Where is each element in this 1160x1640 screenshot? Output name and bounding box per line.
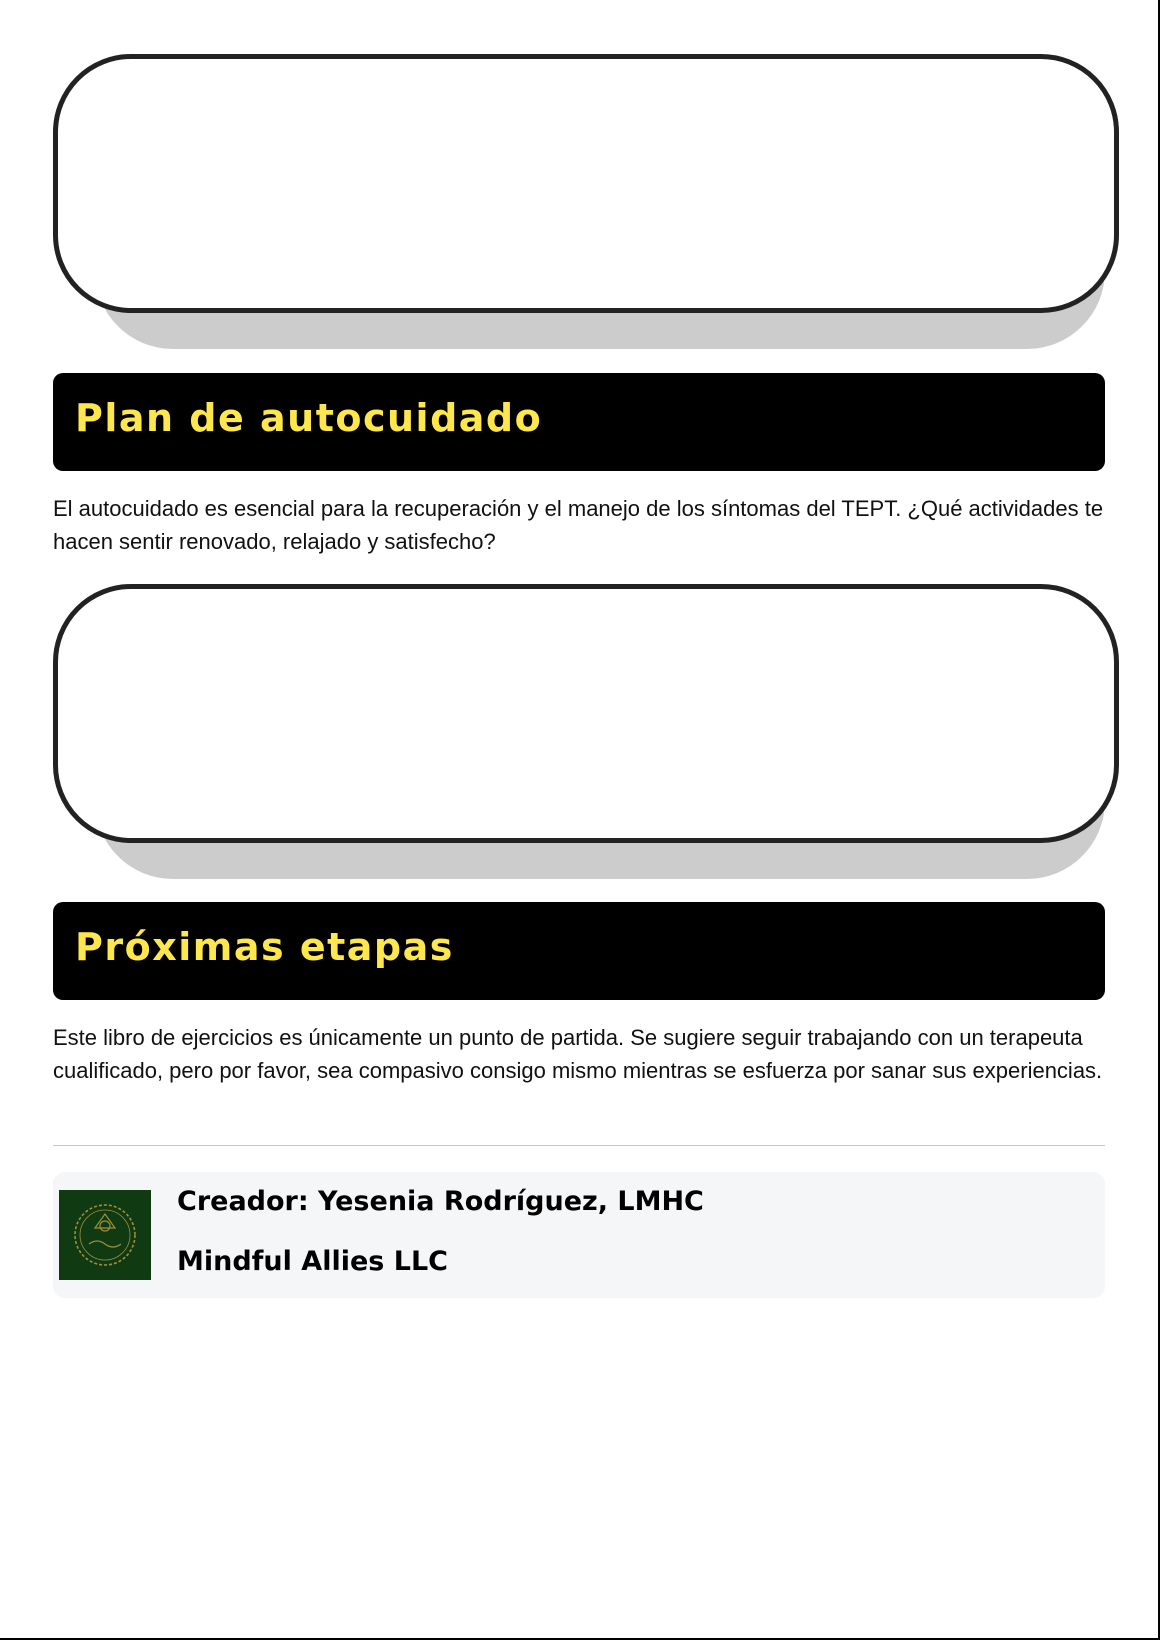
answer-field-previous[interactable]: [53, 54, 1119, 313]
section-title-next-steps: Próximas etapas: [75, 925, 454, 969]
creator-card: [53, 1172, 1105, 1298]
answer-box-self-care: [53, 584, 1072, 843]
section-header-next-steps: [53, 902, 1105, 1000]
section-body-next-steps: Este libro de ejercicios es únicamente un punto de partida. Se sugiere seguir trabajando con un terapeuta cualificado, pero por favor, sea compasivo consigo mismo mientras se esfuerza por sanar sus experiencias.: [53, 1025, 1103, 1083]
divider: [53, 1145, 1105, 1146]
mindful-allies-logo-icon: [59, 1190, 151, 1280]
section-header-self-care: [53, 373, 1105, 471]
creator-company: Mindful Allies LLC: [177, 1246, 448, 1277]
logo-graphic: [59, 1190, 151, 1280]
section-body-self-care: El autocuidado es esencial para la recuperación y el manejo de los síntomas del TEPT. ¿Qué actividades te hacen sentir renovado, relajado y satisfecho?: [53, 496, 1104, 554]
creator-name: Creador: Yesenia Rodríguez, LMHC: [177, 1186, 704, 1217]
section-title-self-care: Plan de autocuidado: [75, 396, 543, 440]
answer-field-self-care[interactable]: [53, 584, 1119, 843]
answer-box-previous: [53, 54, 1072, 313]
